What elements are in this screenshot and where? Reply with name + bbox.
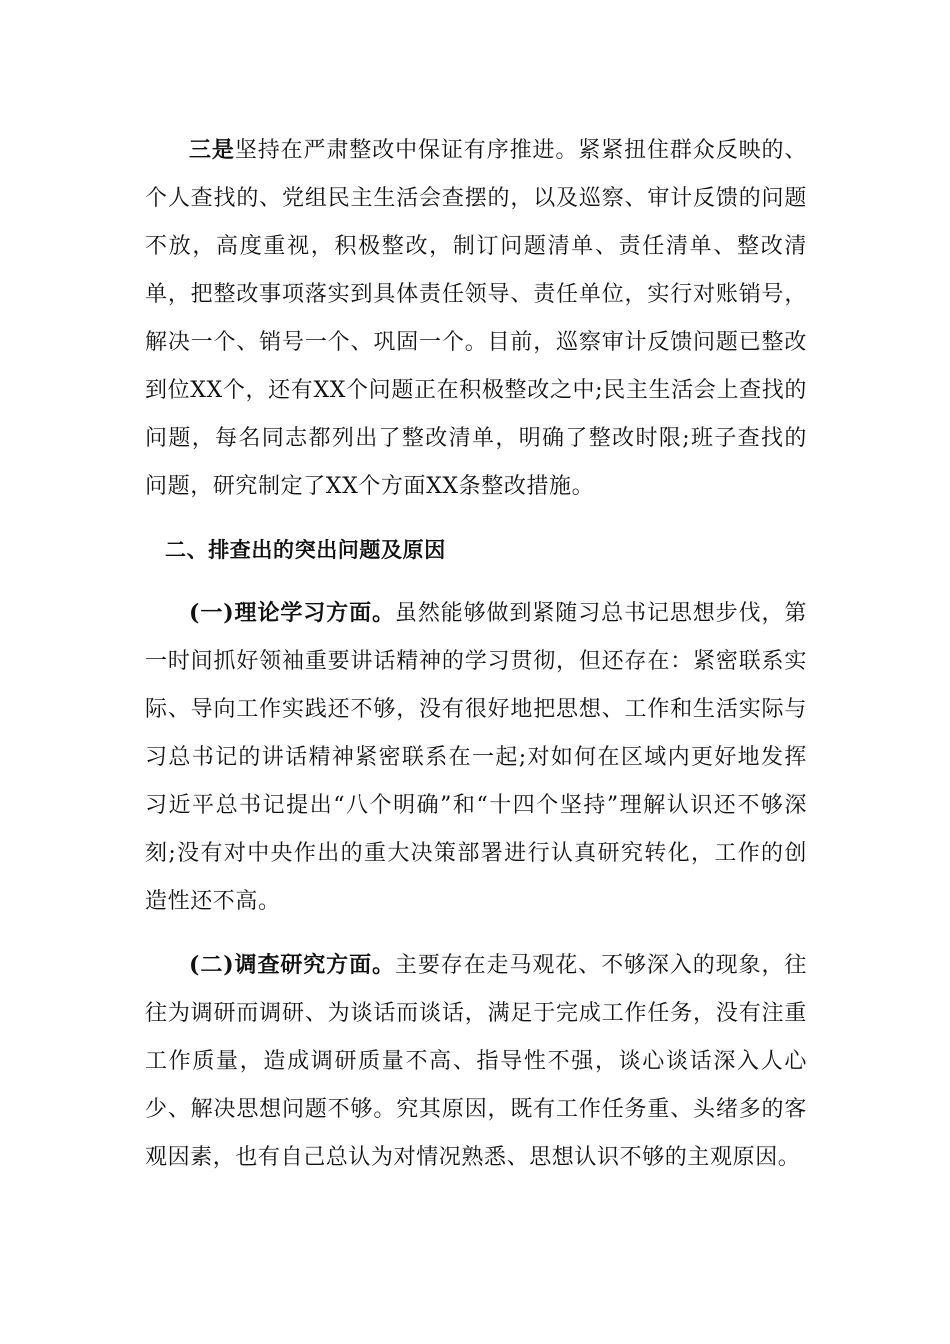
paragraph-rectification: [145, 126, 807, 511]
paragraph-research: [145, 941, 807, 1182]
paragraph-theory-study: [145, 589, 807, 926]
paragraph-text: 虽然能够做到紧随习总书记思想步伐，第一时间抓好领袖重要讲话精神的学习贯彻，但还存在：紧密联系实际、导向工作实践还不够，没有很好地把思想、工作和生活实际与习总书记的讲话精神紧密联系在一起;对如何在区域内更好地发挥习近平总书记提出“八个明确”和“十四个坚持”理解认识还不够深刻;没有对中央作出的重大决策部署进行认真研究转化，工作的创造性还不高。: [145, 601, 807, 914]
paragraph-lead: (一)理论学习方面。: [189, 600, 395, 626]
section-heading: 二、排查出的突出问题及原因: [165, 538, 446, 562]
paragraph-lead: 三是: [189, 137, 235, 163]
paragraph-text: 坚持在严肃整改中保证有序推进。紧紧扭住群众反映的、个人查找的、党组民主生活会查摆的，以及巡察、审计反馈的问题不放，高度重视，积极整改，制订问题清单、责任清单、整改清单，把整改事项落实到具体责任领导、责任单位，实行对账销号，解决一个、销号一个、巩固一个。目前，巡察审计反馈问题已整改到位XX个，还有XX个问题正在积极整改之中;民主生活会上查找的问题，每名同志都列出了整改清单，明确了整改时限;班子查找的问题，研究制定了XX个方面XX条整改措施。: [145, 138, 807, 499]
document-body: [145, 126, 807, 1197]
paragraph-text: 主要存在走马观花、不够深入的现象，往往为调研而调研、为谈话而谈话，满足于完成工作任务，没有注重工作质量，造成调研质量不高、指导性不强，谈心谈话深入人心少、解决思想问题不够。究其原因，既有工作任务重、头绪多的客观因素，也有自己总认为对情况熟悉、思想认识不够的主观原因。: [145, 953, 807, 1170]
paragraph-lead: (二)调查研究方面。: [189, 952, 395, 978]
